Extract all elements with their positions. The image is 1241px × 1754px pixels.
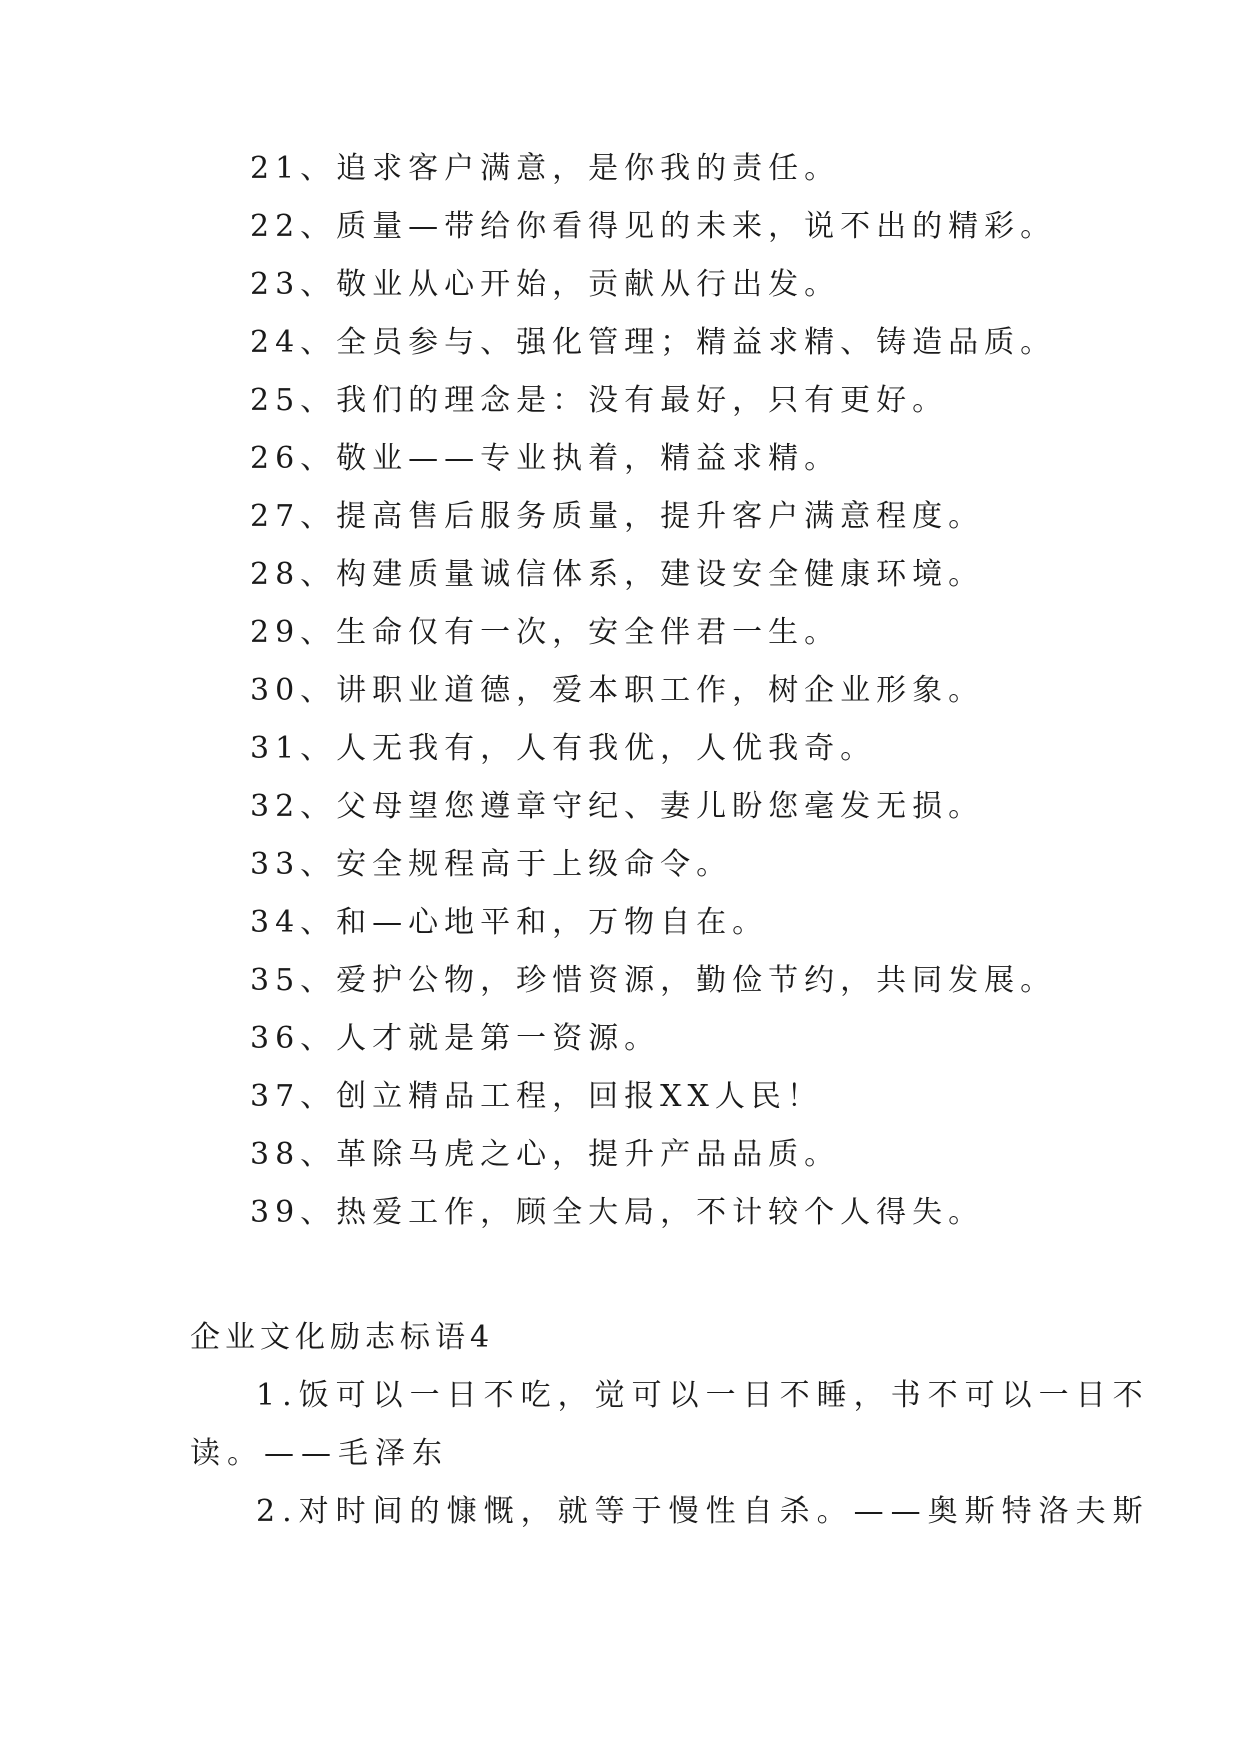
slogan-21: 21、追求客户满意，是你我的责任。 bbox=[250, 151, 841, 186]
slogan-31: 31、人无我有，人有我优，人优我奇。 bbox=[250, 731, 877, 766]
slogan-37: 37、创立精品工程，回报XX人民！ bbox=[250, 1079, 823, 1114]
slogan-25: 25、我们的理念是：没有最好，只有更好。 bbox=[250, 383, 949, 418]
slogan-27: 27、提高售后服务质量，提升客户满意程度。 bbox=[250, 499, 985, 534]
quote-2-line-1: 2.对时间的慷慨，就等于慢性自杀。——奥斯特洛夫斯 bbox=[256, 1494, 1150, 1529]
slogan-30: 30、讲职业道德，爱本职工作，树企业形象。 bbox=[250, 673, 985, 708]
section-heading: 企业文化励志标语4 bbox=[190, 1320, 495, 1355]
slogan-22: 22、质量—带给你看得见的未来，说不出的精彩。 bbox=[250, 209, 1057, 244]
slogan-28: 28、构建质量诚信体系，建设安全健康环境。 bbox=[250, 557, 985, 592]
slogan-33: 33、安全规程高于上级命令。 bbox=[250, 847, 733, 882]
slogan-34: 34、和—心地平和，万物自在。 bbox=[250, 905, 769, 940]
slogan-35: 35、爱护公物，珍惜资源，勤俭节约，共同发展。 bbox=[250, 963, 1057, 998]
slogan-24: 24、全员参与、强化管理；精益求精、铸造品质。 bbox=[250, 325, 1057, 360]
quote-1-line-1: 1.饭可以一日不吃，觉可以一日不睡，书不可以一日不 bbox=[256, 1378, 1150, 1413]
slogan-38: 38、革除马虎之心，提升产品品质。 bbox=[250, 1137, 841, 1172]
slogan-23: 23、敬业从心开始，贡献从行出发。 bbox=[250, 267, 841, 302]
quote-1-line-2: 读。——毛泽东 bbox=[190, 1436, 449, 1471]
slogan-32: 32、父母望您遵章守纪、妻儿盼您毫发无损。 bbox=[250, 789, 985, 824]
slogan-39: 39、热爱工作，顾全大局，不计较个人得失。 bbox=[250, 1195, 985, 1230]
slogan-29: 29、生命仅有一次，安全伴君一生。 bbox=[250, 615, 841, 650]
slogan-26: 26、敬业——专业执着，精益求精。 bbox=[250, 441, 841, 476]
slogan-36: 36、人才就是第一资源。 bbox=[250, 1021, 661, 1056]
